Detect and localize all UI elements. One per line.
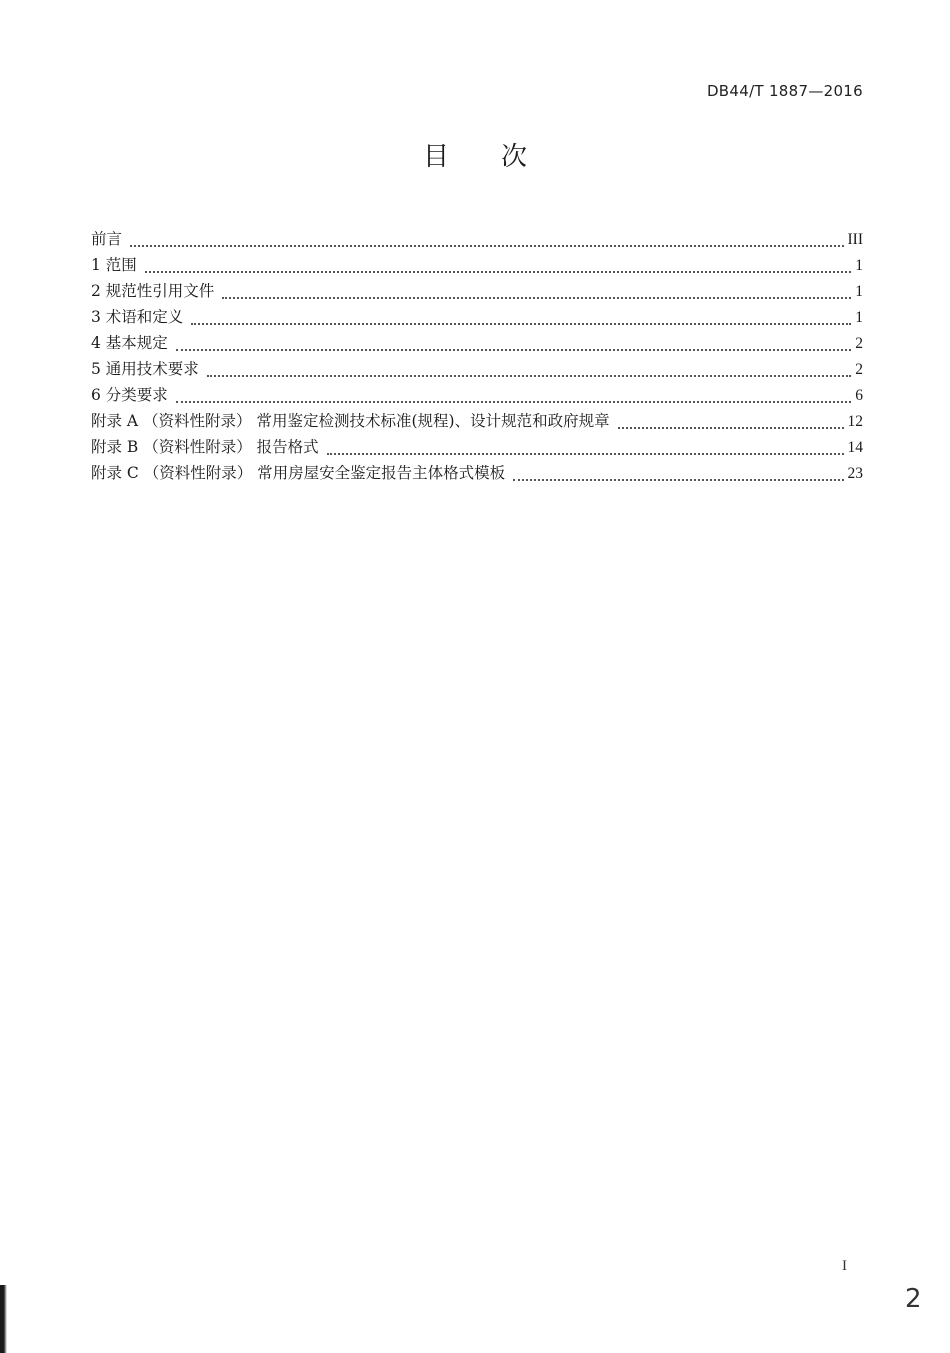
toc-entry-page: 2 <box>855 361 863 378</box>
toc-entry-page: 1 <box>855 257 863 274</box>
scan-page-number: 2 <box>905 1284 922 1314</box>
toc-entry-normative-references[interactable] <box>91 278 863 304</box>
toc-entry-page: 23 <box>847 465 863 482</box>
toc-entry-appendix-a[interactable] <box>91 408 863 434</box>
toc-entry-label: 附录 A （资料性附录） 常用鉴定检测技术标准(规程)、设计规范和政府规章 <box>91 412 610 430</box>
scan-edge-artifact <box>0 1285 7 1353</box>
toc-entry-appendix-b[interactable] <box>91 434 863 460</box>
toc-entry-label: 4 基本规定 <box>91 334 168 352</box>
toc-entry-scope[interactable] <box>91 252 863 278</box>
dot-leader <box>130 245 843 247</box>
dot-leader <box>222 297 851 299</box>
toc-entry-label: 3 术语和定义 <box>91 308 184 326</box>
toc-entry-terms[interactable] <box>91 304 863 330</box>
toc-entry-foreword[interactable] <box>91 226 863 252</box>
dot-leader <box>191 323 851 325</box>
toc-entry-page: 12 <box>847 413 863 430</box>
toc-entry-page: 2 <box>855 335 863 352</box>
toc-entry-page: 1 <box>855 309 863 326</box>
toc-title: 目次 <box>422 142 579 172</box>
toc-entry-label: 附录 C （资料性附录） 常用房屋安全鉴定报告主体格式模板 <box>91 464 506 482</box>
dot-leader <box>618 427 844 429</box>
toc-entry-label: 前言 <box>91 230 123 248</box>
dot-leader <box>176 349 851 351</box>
dot-leader <box>176 401 851 403</box>
toc-entry-page: III <box>847 231 863 248</box>
dot-leader <box>327 453 844 455</box>
dot-leader <box>513 479 843 481</box>
toc-entry-basic-provisions[interactable] <box>91 330 863 356</box>
toc-entry-label: 6 分类要求 <box>91 386 168 404</box>
toc-entry-appendix-c[interactable] <box>91 460 863 486</box>
toc-entry-label: 2 规范性引用文件 <box>91 282 215 300</box>
toc-entry-page: 6 <box>855 387 863 404</box>
toc-entry-label: 附录 B （资料性附录） 报告格式 <box>91 438 319 456</box>
toc-entry-label: 1 范围 <box>91 256 137 274</box>
toc-entry-general-requirements[interactable] <box>91 356 863 382</box>
toc-entry-page: 1 <box>855 283 863 300</box>
dot-leader <box>207 375 851 377</box>
table-of-contents <box>91 226 863 486</box>
toc-entry-classification-requirements[interactable] <box>91 382 863 408</box>
page-number: I <box>842 1258 847 1274</box>
toc-entry-page: 14 <box>847 439 863 456</box>
document-code: DB44/T 1887—2016 <box>706 82 863 100</box>
toc-entry-label: 5 通用技术要求 <box>91 360 199 378</box>
dot-leader <box>145 271 851 273</box>
